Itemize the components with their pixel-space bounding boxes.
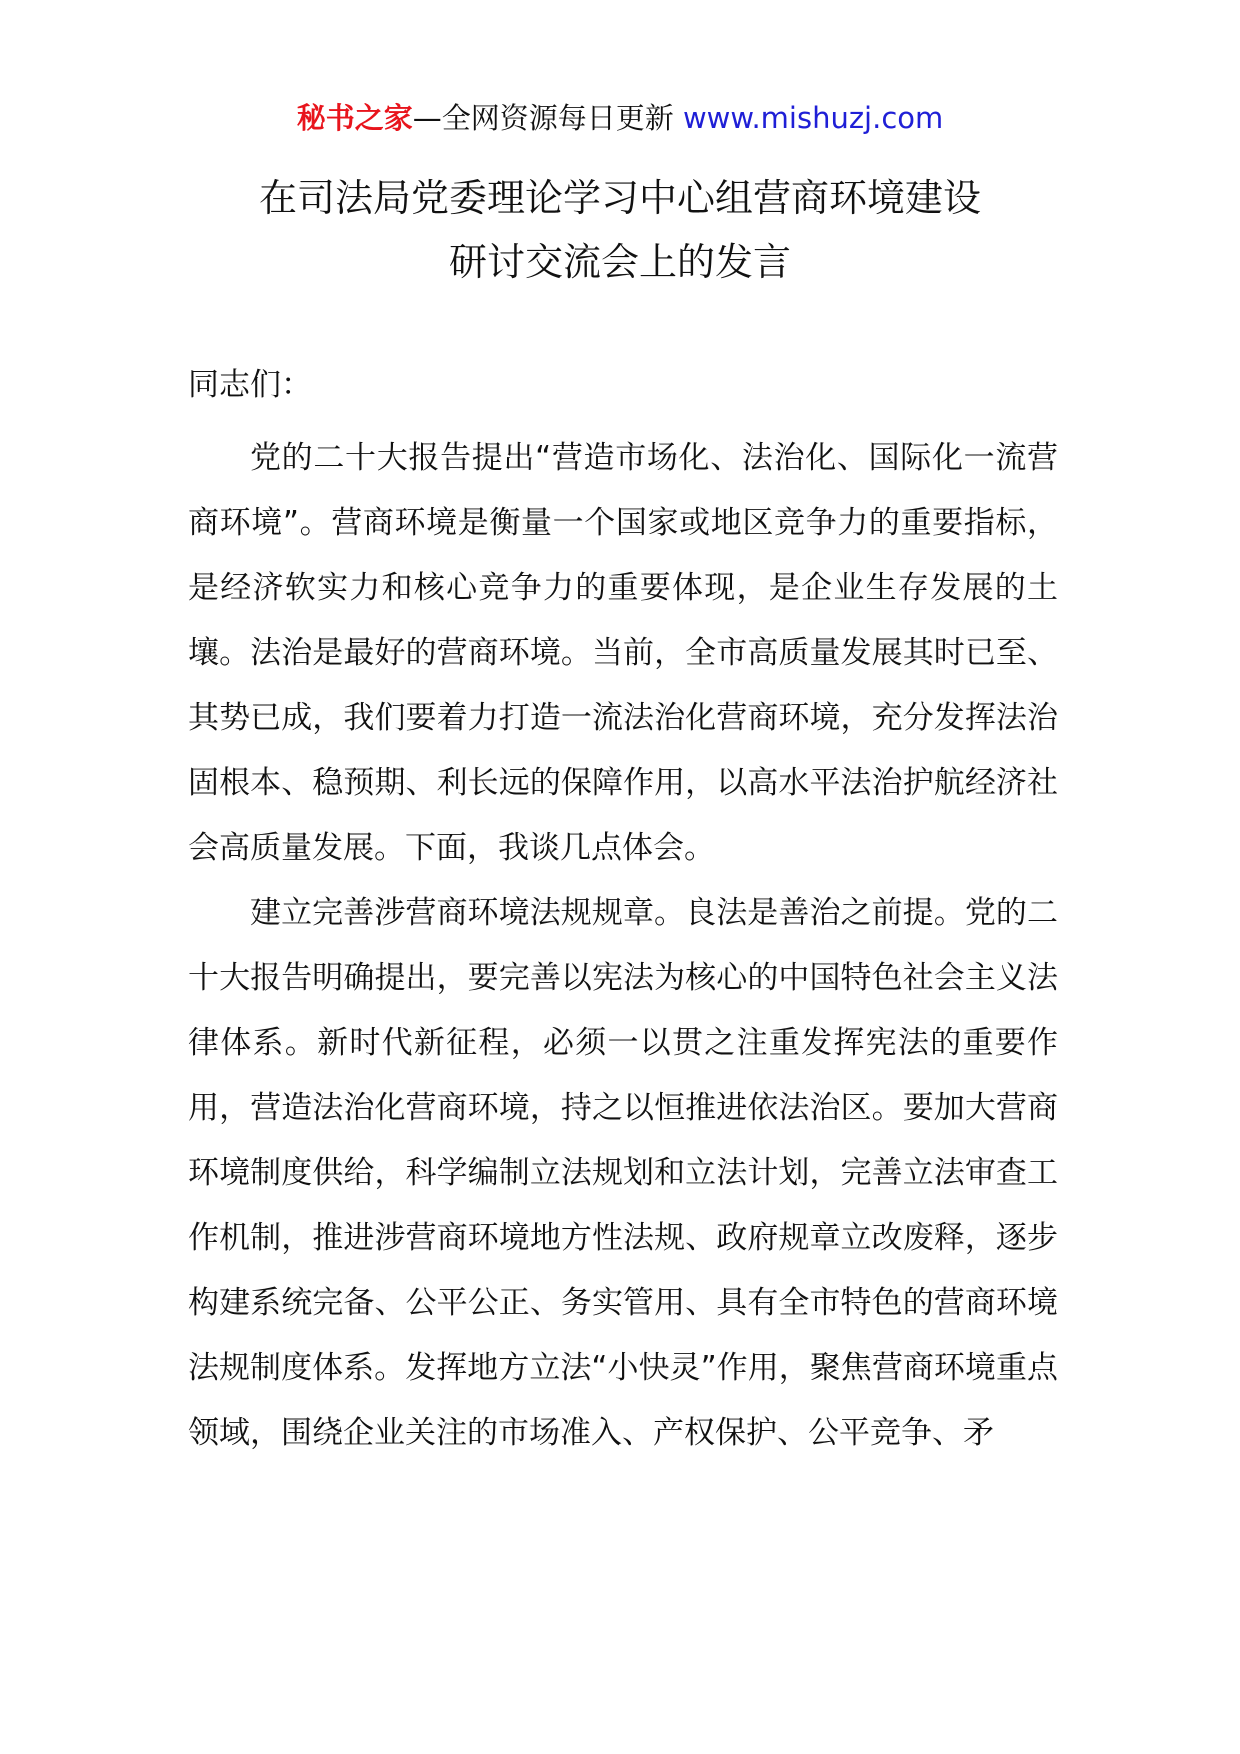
document-title [0,166,1240,294]
website-link[interactable]: www.mishuzj.com [682,101,944,135]
brand-name: 秘书之家 [296,101,413,135]
document-body [188,360,1058,1466]
title-line-1: 在司法局党委理论学习中心组营商环境建设 [258,176,981,220]
header-tagline: —全网资源每日更新 [412,101,674,135]
paragraph-intro: 党的二十大报告提出“营造市场化、法治化、国际化一流营商环境”。营商环境是衡量一个国家或地区竞争力的重要指标，是经济软实力和核心竞争力的重要体现，是企业生存发展的土壤。法治是最好的营商环境。当前，全市高质量发展其时已至、其势已成，我们要着力打造一流法治化营商环境，充分发挥法治固根本、稳预期、利长远的保障作用，以高水平法治护航经济社会高质量发展。下面，我谈几点体会。 [188,440,1058,866]
paragraph-regulations: 建立完善涉营商环境法规规章。良法是善治之前提。党的二十大报告明确提出，要完善以宪法为核心的中国特色社会主义法律体系。新时代新征程，必须一以贯之注重发挥宪法的重要作用，营造法治化营商环境，持之以恒推进依法治区。要加大营商环境制度供给，科学编制立法规划和立法计划，完善立法审查工作机制，推进涉营商环境地方性法规、政府规章立改废释，逐步构建系统完备、公平公正、务实管用、具有全市特色的营商环境法规制度体系。发挥地方立法“小快灵”作用，聚焦营商环境重点领域，围绕企业关注的市场准入、产权保护、公平竞争、矛 [188,895,1058,1451]
salutation: 同志们： [188,367,312,403]
page-header [0,98,1240,138]
title-line-2: 研讨交流会上的发言 [448,240,791,284]
